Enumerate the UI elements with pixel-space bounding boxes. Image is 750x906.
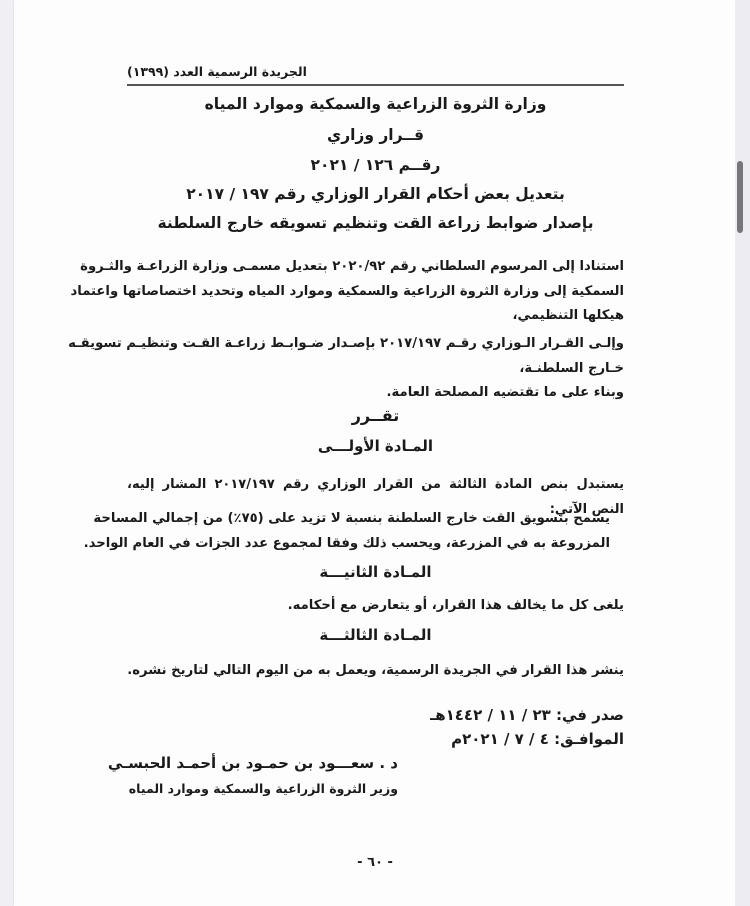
scrollbar-track[interactable] <box>735 0 750 906</box>
article-1-intro: يستبدل بنص المادة الثالثة من القرار الوزاري رقم ٢٠١٧/١٩٧ المشار إليه، النص الآتي: <box>127 477 624 517</box>
scrollbar-thumb[interactable] <box>737 161 743 233</box>
gazette-issue-label: الجريدة الرسمية العدد (١٣٩٩) <box>127 64 307 79</box>
article-1-line: يسمح بتسويق القت خارج السلطنة بنسبة لا تزيد على (٧٥٪) من إجمالي المساحة <box>93 511 610 526</box>
issued-date-hijri: صدر في: ٢٣ / ١١ / ١٤٤٢هـ <box>430 706 624 724</box>
subject-line-2: بإصدار ضوابط زراعة القت وتنظيم تسويقه خارج السلطنة <box>157 214 594 232</box>
header-divider <box>127 84 624 86</box>
article-1-heading: المـادة الأولـــى <box>317 437 434 455</box>
ministry-title: وزارة الثروة الزراعية والسمكية وموارد المياه <box>204 95 547 113</box>
running-header <box>127 64 624 79</box>
preamble-1-line: السمكية إلى وزارة الثروة الزراعية والسمكية وموارد المياه وتحديد اختصاصاتها واعتماد <box>70 283 624 299</box>
decision-number: رقــم ١٢٦ / ٢٠٢١ <box>310 156 441 174</box>
article-2-body: يلغى كل ما يخالف هذا القرار، أو يتعارض مع أحكامه. <box>287 598 624 613</box>
issued-date-gregorian: الموافـق: ٤ / ٧ / ٢٠٢١م <box>451 730 624 748</box>
signer-name: د . سعـــود بن حمـود بن أحمـد الحبسـي <box>107 754 398 772</box>
subject-line-1: بتعديل بعض أحكام القرار الوزاري رقم ١٩٧ / ٢٠١٧ <box>186 185 565 203</box>
decides-heading: تقــرر <box>351 406 400 425</box>
preamble-1-line: استنادا إلى المرسوم السلطاني رقم ٢٠٢٠/٩٢ بتعديل مسمـى وزارة الزراعـة والثـروة <box>80 259 624 274</box>
signer-title: وزير الثروة الزراعية والسمكية وموارد المياه <box>128 781 398 796</box>
article-3-body: ينشر هذا القرار في الجريدة الرسمية، ويعمل به من اليوم التالي لتاريخ نشره. <box>127 663 624 678</box>
preamble-paragraph-1 <box>70 255 624 329</box>
decision-type: قــرار وزاري <box>326 126 425 144</box>
page-number: - ٦٠ - <box>357 855 393 870</box>
article-1-body <box>83 507 610 556</box>
preamble-2-line: خـارج السلطنـة، <box>519 360 624 376</box>
article-2-heading: المـادة الثانيـــة <box>319 563 432 581</box>
preamble-paragraph-3: وبناء على ما تقتضيه المصلحة العامة. <box>386 385 624 400</box>
preamble-1-line: هيكلها التنظيمي، <box>512 308 624 323</box>
preamble-2-line: وإلـى القـرار الـوزاري رقـم ٢٠١٧/١٩٧ بإصـدار ضـوابـط زراعـة القـت وتنظيـم تسويقـه <box>68 336 624 351</box>
preamble-paragraph-2 <box>68 332 624 381</box>
article-3-heading: المـادة الثالثـــة <box>319 626 432 644</box>
article-1-line: المزروعة به في المزرعة، ويحسب ذلك وفقا لمجموع عدد الجزات في العام الواحد. <box>83 535 610 551</box>
